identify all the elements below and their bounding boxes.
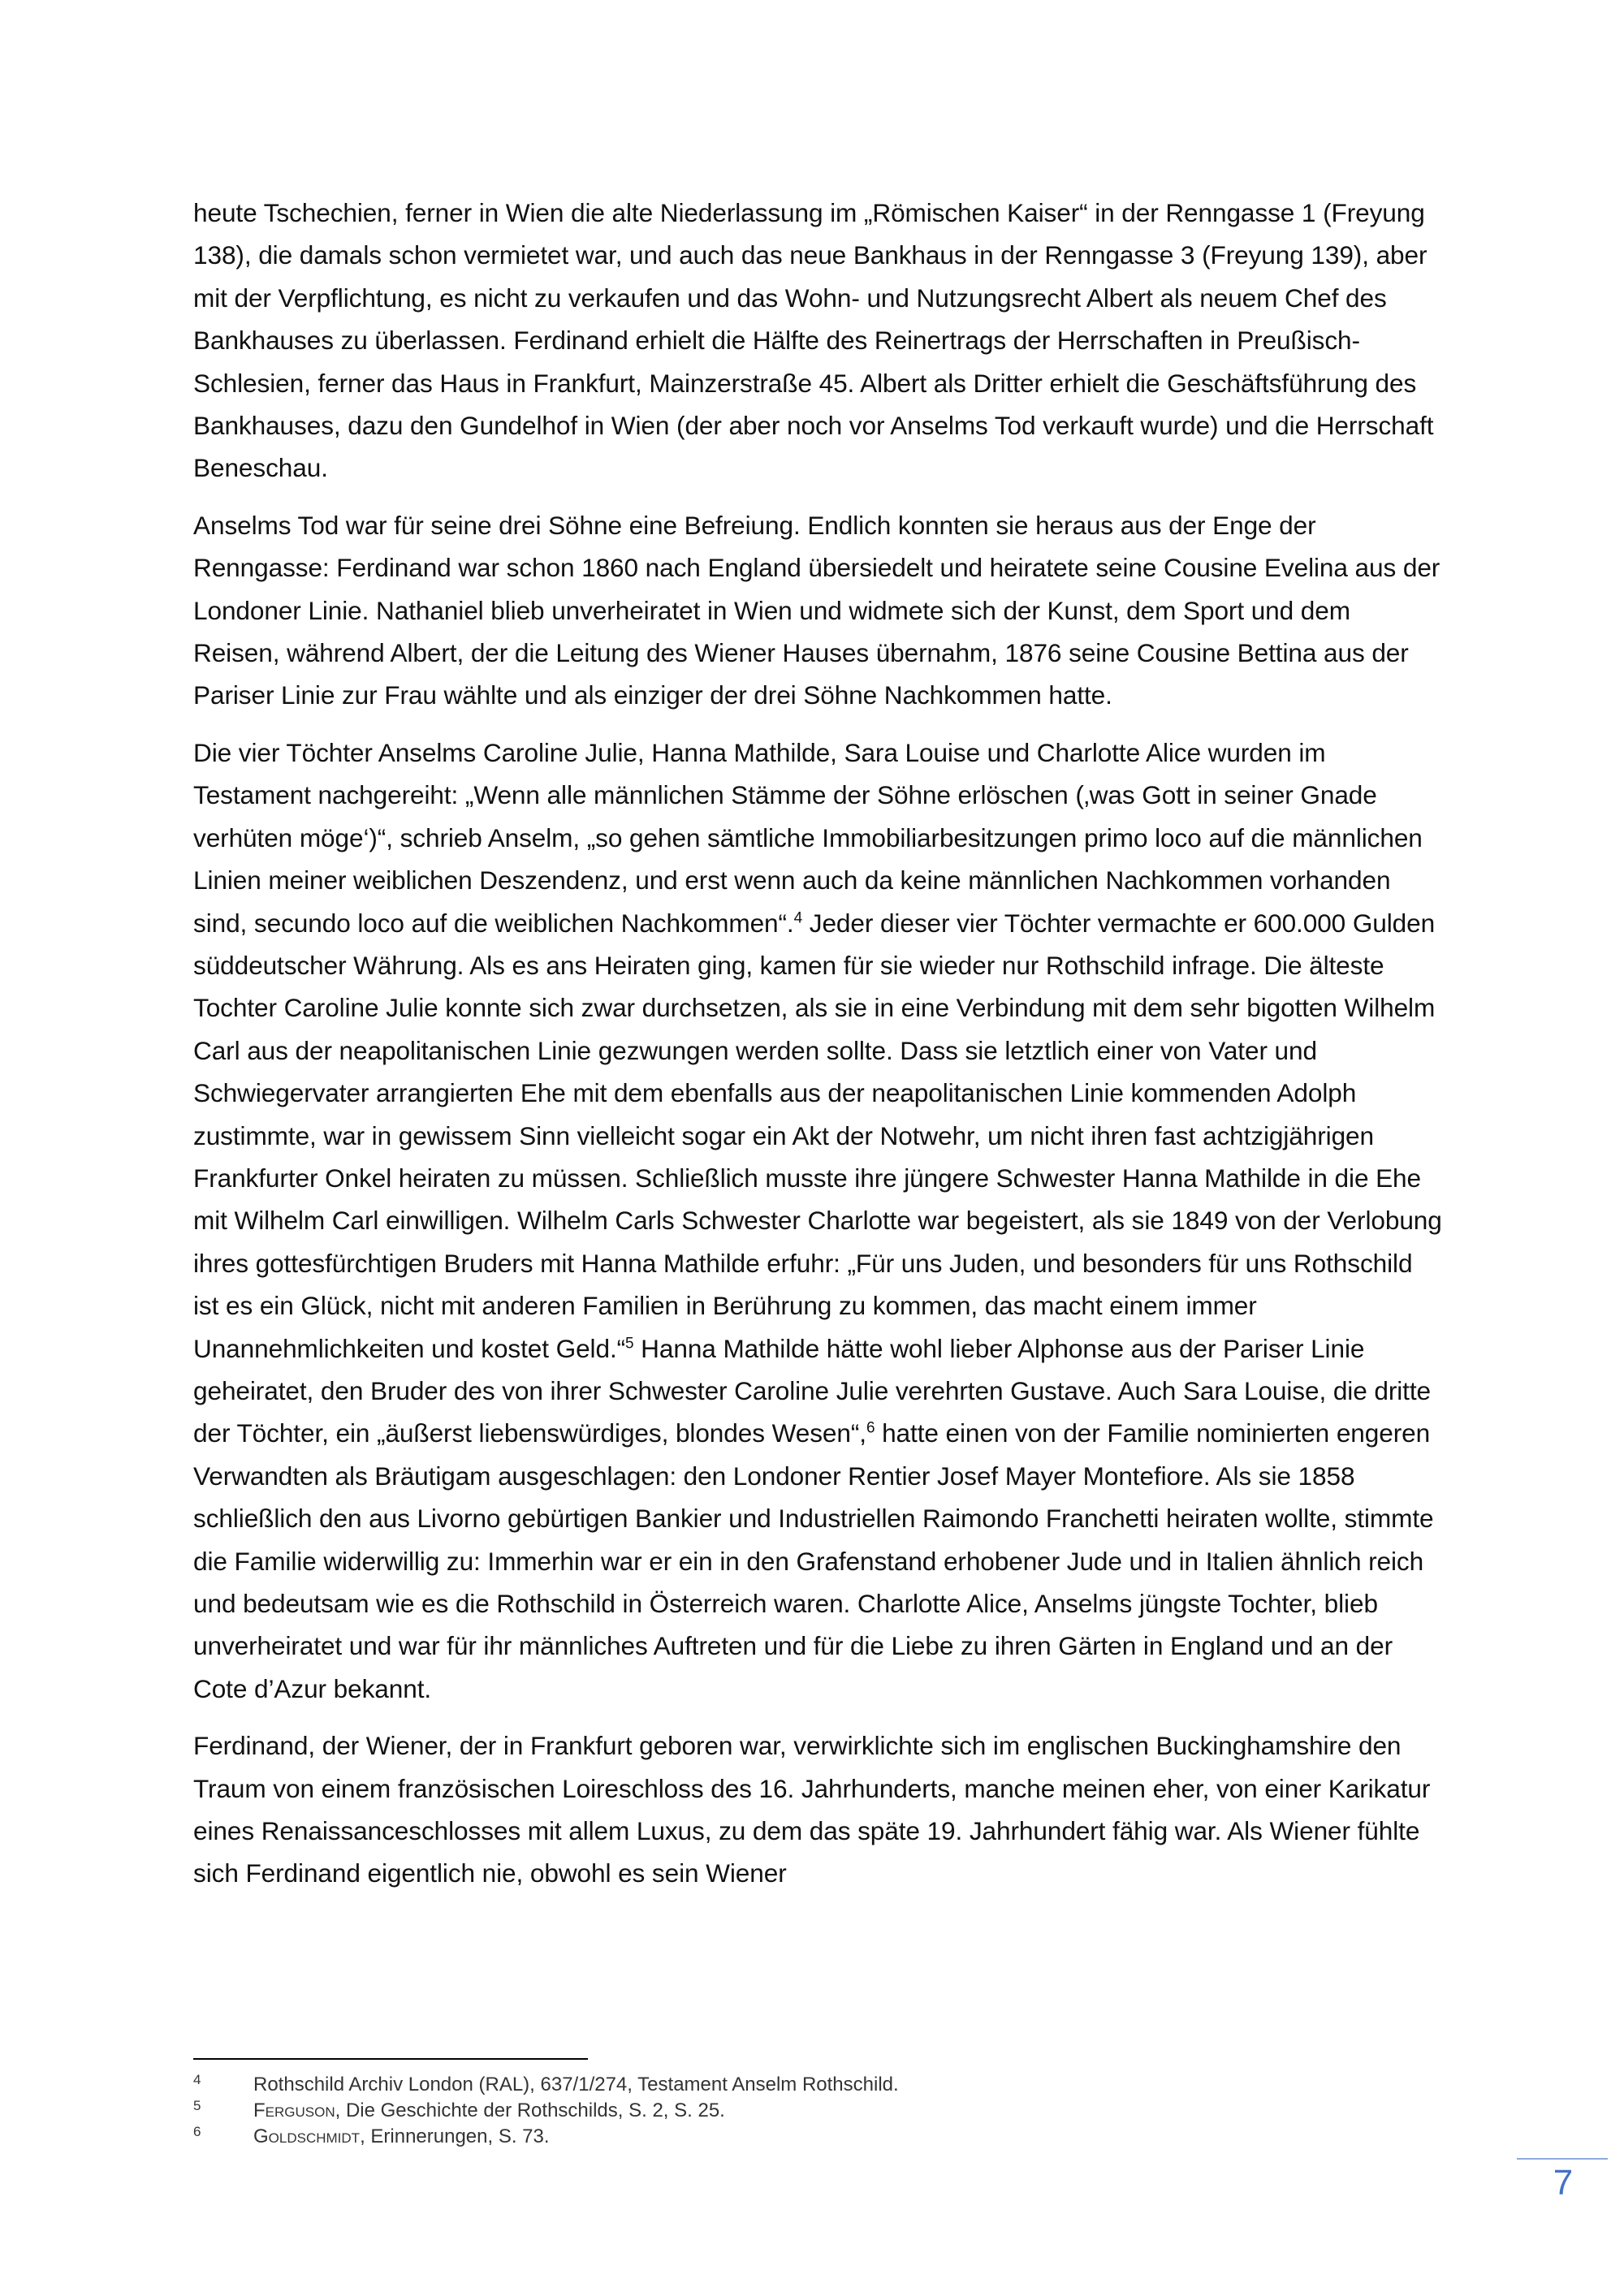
paragraph: [193, 732, 1444, 1710]
paragraph: [193, 504, 1444, 717]
footnote: [193, 2098, 1330, 2124]
footnote-citation: Rothschild Archiv London (RAL), 637/1/274, Testament Anselm Rothschild.: [253, 2074, 899, 2095]
page-number: 7: [1553, 2163, 1574, 2203]
paragraph-text: Hanna Mathilde hätte wohl lieber Alphonse aus der Pariser Linie geheiratet, den Bruder des von ihrer Schwester Caroline Julie verehrten Gustave. Auch Sara Louise, die dritte der Töchter, ein „äußerst liebenswürdiges, blondes Wesen“,: [193, 1333, 1432, 1448]
footnote-author: Goldschmidt: [253, 2126, 361, 2147]
footnote-text: [253, 2072, 899, 2098]
footnote: [193, 2072, 1330, 2098]
paragraph-text: hatte einen von der Familie nominierten engeren Verwandten als Bräutigam ausgeschlagen: den Londoner Rentier Josef Mayer Montefiore. Als sie 1858 schließlich den aus Livorno gebürtigen Bankier und Industriellen Raimondo Franchetti heiraten wollte, stimmte die Familie widerwillig zu: Immerhin war er ein in den Grafenstand erhobener Jude und in Italien ähnlich reich und bedeutsam wie es die Rothschild in Österreich waren. Charlotte Alice, Anselms jüngste Tochter, blieb unverheiratet und war für ihr männliches Auftreten und für die Liebe zu ihren Gärten in England und an der Cote d’Azur bekannt.: [193, 1418, 1434, 1703]
footnote-number: 6: [193, 2124, 201, 2139]
paragraph-text: heute Tschechien, ferner in Wien die alte Niederlassung im „Römischen Kaiser“ in der Renngasse 1 (Freyung 138), die damals schon vermietet war, und auch das neue Bankhaus in der Renngasse 3 (Freyung 139), aber mit der Verpflichtung, es nicht zu verkaufen und das Wohn- und Nutzungsrecht Albert als neuem Chef des Bankhauses zu überlassen. Ferdinand erhielt die Hälfte des Reinertrags der Herrschaften in Preußisch-Schlesien, ferner das Haus in Frankfurt, Mainzerstraße 45. Albert als Dritter erhielt die Geschäftsführung des Bankhauses, dazu den Gundelhof in Wien (der aber noch vor Anselms Tod verkauft wurde) und die Herrschaft Beneschau.: [193, 198, 1434, 483]
footnote-reference: 6: [866, 1419, 875, 1437]
paragraph: [193, 1724, 1444, 1895]
footnote: [193, 2124, 1330, 2150]
footnote-citation: , Die Geschichte der Rothschilds, S. 2, S. 25.: [335, 2100, 725, 2121]
footnote-number: 4: [193, 2072, 201, 2087]
footnotes: [193, 2072, 1330, 2150]
footnote-reference: 4: [793, 908, 803, 926]
paragraph-text: Die vier Töchter Anselms Caroline Julie, Hanna Mathilde, Sara Louise und Charlotte Alice wurden im Testament nachgereiht: „Wenn alle männlichen Stämme der Söhne erlöschen (‚was Gott in seiner Gnade verhüten möge‘)“, schrieb Anselm, „so gehen sämtliche Immobiliarbesitzungen primo loco auf die männlichen Linien meiner weiblichen Deszendenz, und erst wenn auch da keine männlichen Nachkommen vorhanden sind, secundo loco auf die weiblichen Nachkommen“.: [193, 737, 1423, 938]
paragraph: [193, 192, 1444, 490]
paragraph-text: Jeder dieser vier Töchter vermachte er 600.000 Gulden süddeutscher Währung. Als es ans Heiraten ging, kamen für sie wieder nur Rothschild infrage. Die älteste Tochter Caroline Julie konnte sich zwar durchsetzen, als sie in eine Verbindung mit dem sehr bigotten Wilhelm Carl aus der neapolitanischen Linie gezwungen werden sollte. Dass sie letztlich einer von Vater und Schwiegervater arrangierten Ehe mit dem ebenfalls aus der neapolitanischen Linie kommenden Adolph zustimmte, war in gewissem Sinn vielleicht sogar ein Akt der Notwehr, um nicht ihren fast achtzigjährigen Frankfurter Onkel heiraten zu müssen. Schließlich musste ihre jüngere Schwester Hanna Mathilde in die Ehe mit Wilhelm Carl einwilligen. Wilhelm Carls Schwester Charlotte war begeistert, als sie 1849 von der Verlobung ihres gottesfürchtigen Bruders mit Hanna Mathilde erfuhr: „Für uns Juden, und besonders für uns Rothschild ist es ein Glück, nicht mit anderen Familien in Berührung zu kommen, das macht einem immer Unannehmlichkeiten und kostet Geld.“: [193, 908, 1442, 1363]
body-text: [193, 192, 1444, 1910]
footnote-number: 5: [193, 2098, 201, 2113]
paragraph-text: Anselms Tod war für seine drei Söhne eine Befreiung. Endlich konnten sie heraus aus der Enge der Renngasse: Ferdinand war schon 1860 nach England übersiedelt und heiratete seine Cousine Evelina aus der Londoner Linie. Nathaniel blieb unverheiratet in Wien und widmete sich der Kunst, dem Sport und dem Reisen, während Albert, der die Leitung des Wiener Hauses übernahm, 1876 seine Cousine Bettina aus der Pariser Linie zur Frau wählte und als einziger der drei Söhne Nachkommen hatte.: [193, 510, 1440, 710]
footnote-citation: , Erinnerungen, S. 73.: [360, 2126, 550, 2147]
footnote-author: Ferguson: [253, 2100, 335, 2121]
paragraph-text: Ferdinand, der Wiener, der in Frankfurt geboren war, verwirklichte sich im englischen Buckinghamshire den Traum von einem französischen Loireschloss des 16. Jahrhunderts, manche meinen eher, von einer Karikatur eines Renaissanceschlosses mit allem Luxus, zu dem das späte 19. Jahrhundert fähig war. Als Wiener fühlte sich Ferdinand eigentlich nie, obwohl es sein Wiener: [193, 1731, 1431, 1888]
page-number-rule: [1517, 2158, 1608, 2160]
footnote-text: [253, 2098, 725, 2124]
footnote-reference: 5: [625, 1335, 634, 1353]
footnote-text: [253, 2124, 550, 2150]
footnote-separator: [193, 2058, 588, 2060]
